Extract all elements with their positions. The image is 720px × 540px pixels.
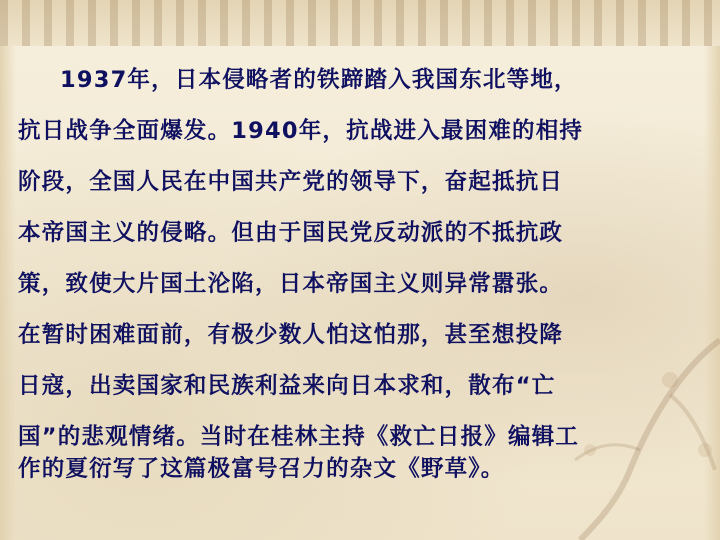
decorative-left-border <box>0 46 16 540</box>
decorative-top-border <box>0 0 720 46</box>
paragraph-line-8: 国”的悲观情绪。当时在桂林主持《救亡日报》编辑工 <box>18 424 580 450</box>
paragraph-line-2: 抗日战争全面爆发。1940年，抗战进入最困难的相持 <box>18 118 584 144</box>
paragraph-line-6: 在暂时困难面前，有极少数人怕这怕那，甚至想投降 <box>18 322 564 348</box>
paragraph-line-7: 日寇，出卖国家和民族利益来向日本求和，散布“亡 <box>18 373 556 399</box>
paragraph-line-4: 本帝国主义的侵略。但由于国民党反动派的不抵抗政 <box>18 220 564 246</box>
paragraph-line-5: 策，致使大片国土沦陷，日本帝国主义则异常嚣张。 <box>18 271 564 297</box>
paragraph-line-9: 作的夏衍写了这篇极富号召力的杂文《野草》。 <box>18 456 505 482</box>
article-paragraph <box>18 55 688 489</box>
paragraph-line-3: 阶段，全国人民在中国共产党的领导下，奋起抵抗日 <box>18 169 564 195</box>
paragraph-line-1: 1937年，日本侵略者的铁蹄踏入我国东北等地， <box>60 67 578 93</box>
